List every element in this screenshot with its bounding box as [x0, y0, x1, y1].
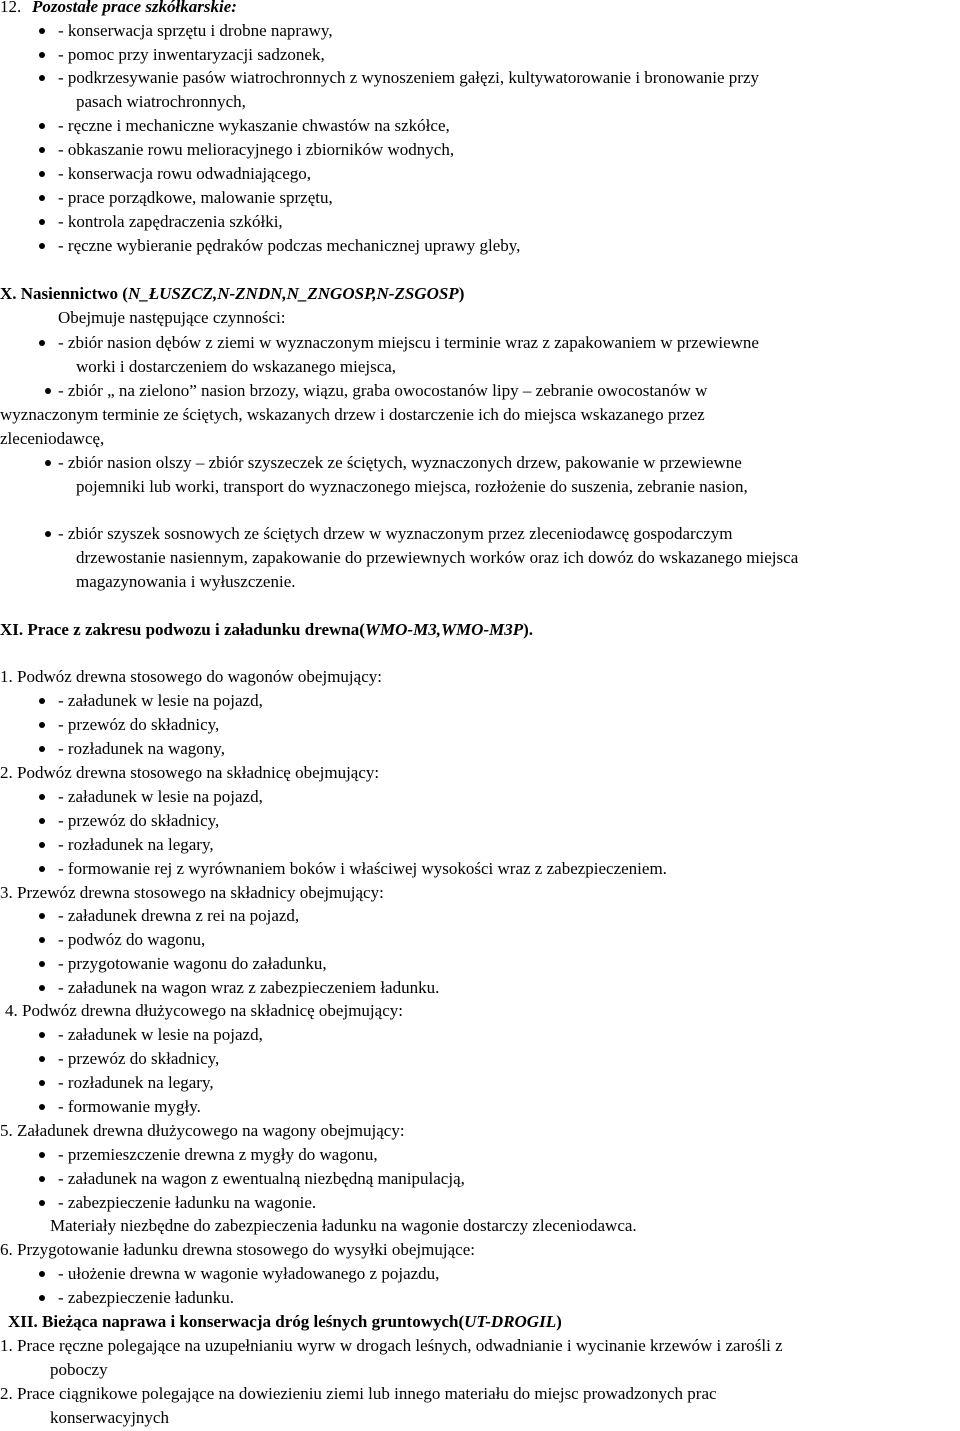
bullet-icon [39, 171, 45, 177]
list-item: - pomoc przy inwentaryzacji sadzonek, [0, 43, 960, 67]
bullet-icon [39, 866, 45, 872]
list-item: - zbiór nasion dębów z ziemi w wyznaczonym miejscu i terminie wraz z zapakowaniem w przewiewne [0, 331, 960, 355]
list-item: - rozładunek na legary, [0, 1071, 960, 1095]
numbered-heading: 6. Przygotowanie ładunku drewna stosowego do wysyłki obejmujące: [0, 1240, 475, 1259]
list-item: - przewóz do składnicy, [0, 1047, 960, 1071]
list-item: - ręczne i mechaniczne wykaszanie chwastów na szkółce, [0, 114, 960, 138]
list-item: - rozładunek na wagony, [0, 737, 960, 761]
list-item: - kontrola zapędraczenia szkółki, [0, 210, 960, 234]
bullet-icon [39, 1056, 45, 1062]
list-item: - konserwacja sprzętu i drobne naprawy, [0, 19, 960, 43]
list-item: - załadunek na wagon wraz z zabezpieczeniem ładunku. [0, 976, 960, 1000]
list-item-continuation: wyznaczonym terminie ze ściętych, wskazanych drzew i dostarczenie ich do miejsca wskazanego przez [0, 405, 705, 424]
numbered-item-continuation: konserwacyjnych [50, 1408, 169, 1427]
list-item: - formowanie rej z wyrównaniem boków i właściwej wysokości wraz z zabezpieczeniem. [0, 857, 960, 881]
section-intro: Obejmuje następujące czynności: [58, 308, 286, 327]
bullet-icon [39, 913, 45, 919]
bullet-icon [39, 75, 45, 81]
list-item: - przewóz do składnicy, [0, 809, 960, 833]
list-item: - ręczne wybieranie pędraków podczas mechanicznej uprawy gleby, [0, 234, 960, 258]
numbered-item: 1. Prace ręczne polegające na uzupełnianiu wyrw w drogach leśnych, odwadnianie i wycinanie krzewów i zarośli z [0, 1336, 783, 1355]
section-x-heading: X. Nasiennictwo (N_ŁUSZCZ,N-ZNDN,N_ZNGOSP,N-ZSGOSP) [0, 284, 465, 303]
bullet-icon [39, 818, 45, 824]
list-item-continuation: drzewostanie nasiennym, zapakowanie do przewiewnych worków oraz ich dowóz do wskazanego miejsca [76, 548, 799, 567]
list-item: - formowanie mygły. [0, 1095, 960, 1119]
bullet-icon [39, 1152, 45, 1158]
bullet-icon [39, 722, 45, 728]
bullet-icon [39, 1104, 45, 1110]
bullet-icon [39, 52, 45, 58]
list-item: - przewóz do składnicy, [0, 713, 960, 737]
list-item: - załadunek w lesie na pojazd, [0, 785, 960, 809]
numbered-heading: 2. Podwóz drewna stosowego na składnicę obejmujący: [0, 763, 380, 782]
numbered-item-continuation: poboczy [50, 1360, 108, 1379]
list-item: - zbiór szyszek sosnowych ze ściętych drzew w wyznaczonym przez zleceniodawcę gospodarczym [0, 522, 960, 546]
bullet-icon [39, 195, 45, 201]
bullet-icon [39, 746, 45, 752]
section-12-heading [0, 0, 960, 19]
numbered-heading: 4. Podwóz drewna dłużycowego na składnicę obejmujący: [5, 1001, 403, 1020]
bullet-icon [39, 698, 45, 704]
list-item: - załadunek na wagon z ewentualną niezbędną manipulacją, [0, 1167, 960, 1191]
list-item: - przygotowanie wagonu do załadunku, [0, 952, 960, 976]
bullet-icon [39, 1271, 45, 1277]
list-item: - zbiór nasion olszy – zbiór szyszeczek ze ściętych, wyznaczonych drzew, pakowanie w przewiewne [0, 451, 960, 475]
list-item: - zbiór „ na zielono” nasion brzozy, wiązu, graba owocostanów lipy – zebranie owocostanów w [0, 379, 960, 403]
list-item: - załadunek w lesie na pojazd, [0, 1023, 960, 1047]
section-number: 12. [0, 0, 22, 16]
bullet-icon [39, 147, 45, 153]
list-item: - konserwacja rowu odwadniającego, [0, 162, 960, 186]
list-item: - ułożenie drewna w wagonie wyładowanego z pojazdu, [0, 1262, 960, 1286]
bullet-icon [39, 1080, 45, 1086]
bullet-icon [45, 460, 51, 466]
bullet-icon [39, 794, 45, 800]
section-xii-heading: XII. Bieżąca naprawa i konserwacja dróg leśnych gruntowych(UT-DROGIL) [8, 1312, 562, 1331]
section-xi-heading: XI. Prace z zakresu podwozu i załadunku drewna(WMO-M3,WMO-M3P). [0, 620, 534, 639]
list-item-continuation: pasach wiatrochronnych, [76, 92, 246, 111]
numbered-item: 2. Prace ciągnikowe polegające na dowiezieniu ziemi lub innego materiału do miejsc prowadzonych prac [0, 1384, 717, 1403]
bullet-icon [39, 842, 45, 848]
list-item-continuation: pojemniki lub worki, transport do wyznaczonego miejsca, rozłożenie do suszenia, zebranie nasion, [76, 477, 748, 496]
bullet-icon [39, 985, 45, 991]
numbered-heading: 5. Załadunek drewna dłużycowego na wagony obejmujący: [0, 1121, 405, 1140]
bullet-icon [39, 1176, 45, 1182]
list-item: - prace porządkowe, malowanie sprzętu, [0, 186, 960, 210]
list-item-continuation: magazynowania i wyłuszczenie. [76, 572, 296, 591]
bullet-icon [39, 123, 45, 129]
bullet-icon [39, 243, 45, 249]
bullet-icon [39, 28, 45, 34]
list-item: - załadunek drewna z rei na pojazd, [0, 904, 960, 928]
list-item: - rozładunek na legary, [0, 833, 960, 857]
list-item-continuation: worki i dostarczeniem do wskazanego miejsca, [76, 357, 397, 376]
list-item: - obkaszanie rowu melioracyjnego i zbiorników wodnych, [0, 138, 960, 162]
list-item-continuation: zleceniodawcę, [0, 429, 105, 448]
bullet-icon [45, 531, 51, 537]
bullet-icon [39, 961, 45, 967]
list-item: - zabezpieczenie ładunku. [0, 1286, 960, 1310]
bullet-icon [45, 388, 51, 394]
bullet-icon [39, 1295, 45, 1301]
section-title: Pozostałe prace szkółkarskie: [32, 0, 237, 16]
list-item: - podkrzesywanie pasów wiatrochronnych z wynoszeniem gałęzi, kultywatorowanie i bronowanie przy [0, 66, 960, 90]
list-item: - podwóz do wagonu, [0, 928, 960, 952]
numbered-heading: 3. Przewóz drewna stosowego na składnicy obejmujący: [0, 883, 384, 902]
list-item: - zabezpieczenie ładunku na wagonie. [0, 1191, 960, 1215]
numbered-heading: 1. Podwóz drewna stosowego do wagonów obejmujący: [0, 667, 382, 686]
note-text: Materiały niezbędne do zabezpieczenia ładunku na wagonie dostarczy zleceniodawca. [50, 1216, 637, 1235]
list-item: - przemieszczenie drewna z mygły do wagonu, [0, 1143, 960, 1167]
bullet-icon [39, 219, 45, 225]
list-item: - załadunek w lesie na pojazd, [0, 689, 960, 713]
bullet-icon [39, 1032, 45, 1038]
bullet-icon [39, 937, 45, 943]
bullet-icon [39, 1200, 45, 1206]
bullet-icon [39, 340, 45, 346]
